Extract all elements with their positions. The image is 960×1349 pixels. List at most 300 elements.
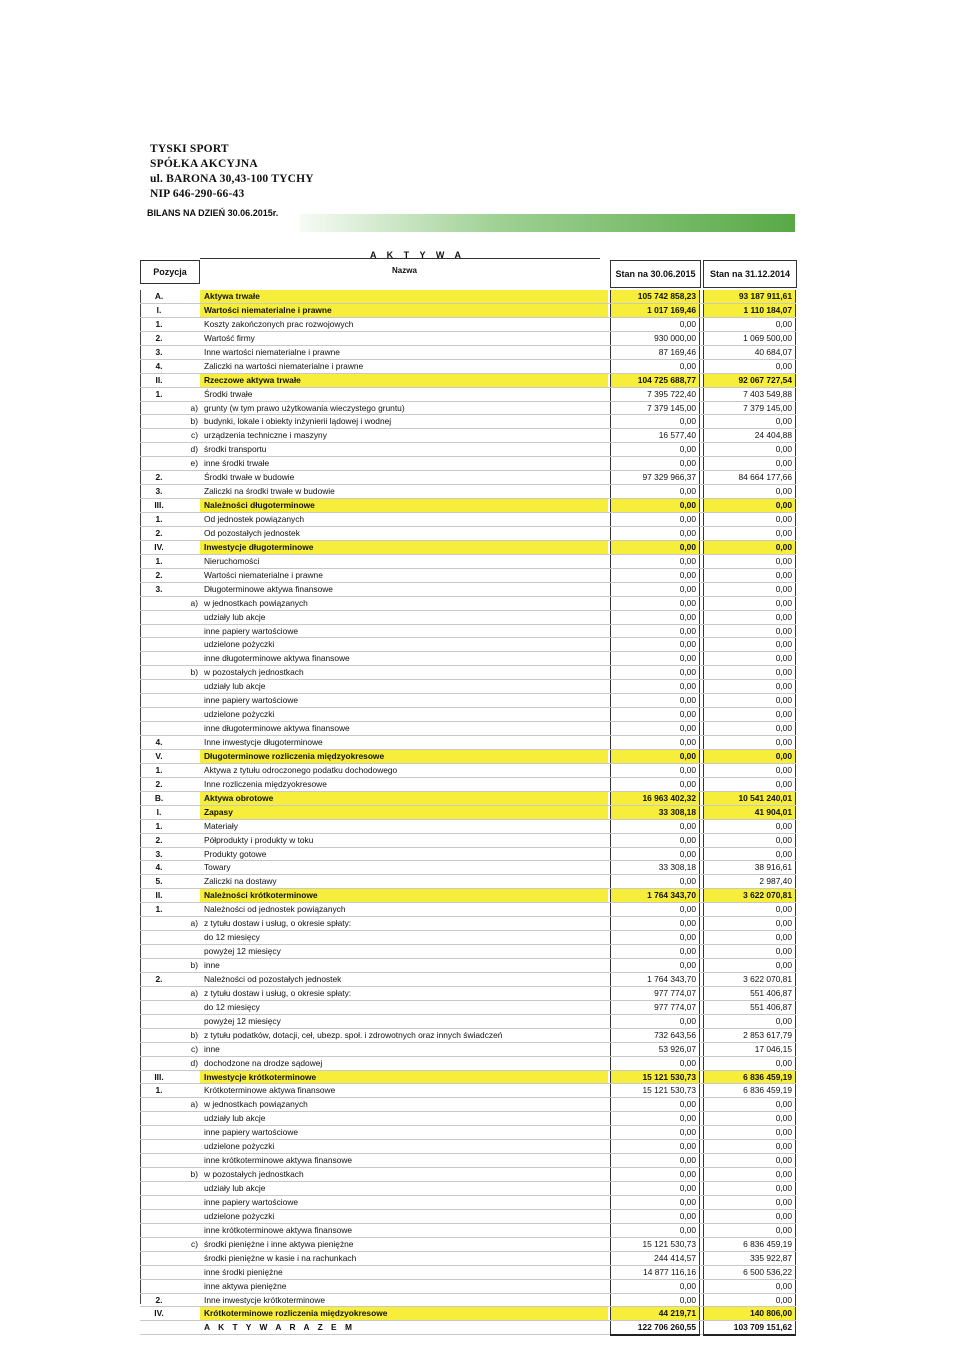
table-row (140, 917, 796, 931)
row-value-2014: 0,00 (703, 652, 796, 665)
table-row (140, 1210, 796, 1224)
row-value-2015: 105 742 858,23 (610, 290, 700, 303)
table-row (140, 861, 796, 875)
row-value-2014: 0,00 (703, 708, 796, 721)
row-name: Długoterminowe rozliczenia międzyokresowe (200, 750, 608, 763)
row-position: 3. (155, 346, 163, 357)
row-position: II. (155, 890, 163, 901)
row-value-2015: 0,00 (610, 541, 700, 554)
row-value-2015: 0,00 (610, 625, 700, 638)
row-subposition: c) (191, 430, 198, 441)
row-position: 2. (155, 778, 163, 789)
row-position: I. (156, 806, 162, 817)
row-value-2014: 0,00 (703, 555, 796, 568)
row-name: Zaliczki na środki trwałe w budowie (204, 486, 335, 497)
row-value-2015: 0,00 (610, 680, 700, 693)
table-row (140, 1266, 796, 1280)
table-row (140, 652, 796, 666)
row-value-2015: 0,00 (610, 1057, 700, 1070)
row-value-2014: 0,00 (703, 625, 796, 638)
row-value-2015: 0,00 (610, 1015, 700, 1028)
row-value-2014: 0,00 (703, 360, 796, 373)
table-row (140, 945, 796, 959)
table-row (140, 1154, 796, 1168)
row-position: 2. (155, 973, 163, 984)
table-row (140, 443, 796, 457)
row-value-2015: 0,00 (610, 555, 700, 568)
row-value-2015: 0,00 (610, 611, 700, 624)
row-position: 1. (155, 388, 163, 399)
row-name: inne aktywa pieniężne (204, 1280, 287, 1291)
row-name: Aktywa z tytułu odroczonego podatku dochodowego (204, 764, 398, 775)
row-value-2014: 0,00 (703, 1098, 796, 1111)
table-row (140, 1112, 796, 1126)
row-value-2015: 0,00 (610, 569, 700, 582)
col1-header: Stan na 30.06.2015 (610, 260, 701, 288)
row-value-2014: 0,00 (703, 750, 796, 763)
row-value-2014: 41 904,01 (703, 806, 796, 819)
row-value-2014: 92 067 727,54 (703, 374, 796, 387)
table-row (140, 931, 796, 945)
row-value-2015: 0,00 (610, 583, 700, 596)
row-position: 2. (155, 569, 163, 580)
row-value-2015: 0,00 (610, 597, 700, 610)
row-value-2014: 17 046,15 (703, 1043, 796, 1056)
row-value-2015: 97 329 966,37 (610, 471, 700, 484)
table-row (140, 1001, 796, 1015)
table-row (140, 1196, 796, 1210)
row-value-2015: 44 219,71 (610, 1307, 700, 1320)
row-value-2014: 0,00 (703, 1154, 796, 1167)
row-name: Środki trwałe w budowie (204, 472, 295, 483)
row-subposition: a) (190, 597, 198, 608)
row-value-2015: 0,00 (610, 513, 700, 526)
row-name: inne (204, 960, 220, 970)
table-row (140, 1238, 796, 1252)
row-value-2015: 244 414,57 (610, 1252, 700, 1265)
row-value-2015: 0,00 (610, 1140, 700, 1153)
row-value-2014: 93 187 911,61 (703, 290, 796, 303)
row-name: Długoterminowe aktywa finansowe (204, 583, 333, 594)
row-subposition: b) (190, 416, 198, 427)
row-value-2015: 0,00 (610, 834, 700, 847)
row-value-2014: 103 709 151,62 (703, 1321, 796, 1336)
row-value-2015: 0,00 (610, 945, 700, 958)
table-row (140, 346, 796, 360)
row-value-2015: 0,00 (610, 848, 700, 861)
row-name: inne papiery wartościowe (204, 1196, 299, 1207)
row-subposition: d) (190, 444, 198, 455)
table-row (140, 973, 796, 987)
row-value-2014: 0,00 (703, 499, 796, 512)
row-name: do 12 miesięcy (204, 932, 260, 943)
row-value-2014: 0,00 (703, 1196, 796, 1209)
table-row (140, 792, 796, 806)
row-name: udziały lub akcje (204, 611, 266, 622)
row-value-2015: 7 395 722,40 (610, 388, 700, 401)
row-position: 1. (155, 820, 163, 831)
row-value-2015: 732 643,56 (610, 1029, 700, 1042)
row-value-2014: 40 684,07 (703, 346, 796, 359)
row-name: Należności krótkoterminowe (200, 889, 608, 902)
row-subposition: a) (190, 402, 198, 413)
row-value-2015: 87 169,46 (610, 346, 700, 359)
table-row (140, 1029, 796, 1043)
row-value-2014: 0,00 (703, 1057, 796, 1070)
row-name: Materiały (204, 820, 238, 831)
row-value-2015: 0,00 (610, 736, 700, 749)
table-row (140, 1280, 796, 1294)
row-position: III. (154, 1071, 164, 1082)
table-row (140, 1098, 796, 1112)
row-name: inne długoterminowe aktywa finansowe (204, 723, 350, 734)
row-value-2014: 0,00 (703, 318, 796, 331)
row-value-2014: 0,00 (703, 597, 796, 610)
row-position: 2. (155, 1294, 163, 1305)
row-value-2014: 1 110 184,07 (703, 304, 796, 317)
table-row (140, 513, 796, 527)
row-value-2014: 0,00 (703, 415, 796, 428)
row-position: A. (154, 291, 164, 301)
table-row (140, 332, 796, 346)
row-position: 1. (155, 514, 163, 524)
row-value-2014: 0,00 (703, 778, 796, 791)
table-row (140, 848, 796, 862)
row-name: inne środki pieniężne (204, 1266, 283, 1277)
row-name: Inwestycje krótkoterminowe (200, 1071, 608, 1084)
row-name: udziały lub akcje (204, 1113, 266, 1124)
row-value-2014: 1 069 500,00 (703, 332, 796, 345)
row-name: Należności od jednostek powiązanych (204, 904, 346, 915)
row-value-2014: 0,00 (703, 1168, 796, 1181)
table-row (140, 1168, 796, 1182)
row-value-2015: 0,00 (610, 360, 700, 373)
row-value-2015: 0,00 (610, 457, 700, 470)
row-value-2015: 0,00 (610, 764, 700, 777)
row-name: inne krótkoterminowe aktywa finansowe (204, 1155, 353, 1166)
row-subposition: a) (190, 1099, 198, 1110)
row-name: środki pieniężne i inne aktywa pieniężne (204, 1238, 354, 1249)
row-value-2015: 122 706 260,55 (610, 1321, 700, 1336)
row-value-2014: 2 853 617,79 (703, 1029, 796, 1042)
row-value-2015: 0,00 (610, 443, 700, 456)
row-name: powyżej 12 miesięcy (204, 946, 281, 957)
row-value-2015: 1 764 343,70 (610, 889, 700, 902)
table-row (140, 736, 796, 750)
row-value-2015: 7 379 145,00 (610, 402, 700, 415)
row-name: środki pieniężne w kasie i na rachunkach (204, 1252, 357, 1263)
row-name: Wartość firmy (204, 332, 255, 343)
table-row (140, 388, 796, 402)
table-row (140, 541, 796, 555)
table-row (140, 402, 796, 416)
row-name: Rzeczowe aktywa trwałe (200, 374, 608, 387)
row-value-2015: 16 963 402,32 (610, 792, 700, 805)
row-value-2014: 335 922,87 (703, 1252, 796, 1265)
row-value-2014: 6 500 536,22 (703, 1266, 796, 1279)
row-name: inne papiery wartościowe (204, 695, 299, 706)
row-value-2014: 140 806,00 (703, 1307, 796, 1320)
table-row (140, 778, 796, 792)
row-name: Zapasy (200, 806, 608, 819)
row-value-2015: 1 764 343,70 (610, 973, 700, 986)
row-value-2015: 53 926,07 (610, 1043, 700, 1056)
row-subposition: b) (190, 1029, 198, 1040)
row-name: udzielone pożyczki (204, 1210, 275, 1221)
col2-header: Stan na 31.12.2014 (703, 260, 797, 288)
table-row (140, 638, 796, 652)
row-value-2014: 0,00 (703, 1182, 796, 1195)
row-value-2015: 1 017 169,46 (610, 304, 700, 317)
row-name: Środki trwałe (204, 388, 253, 399)
company-header (150, 142, 314, 202)
row-value-2015: 15 121 530,73 (610, 1238, 700, 1251)
table-row (140, 290, 796, 304)
row-value-2015: 0,00 (610, 708, 700, 721)
table-row (140, 415, 796, 429)
row-name: udzielone pożyczki (204, 1141, 275, 1152)
row-name: udziały lub akcje (204, 681, 266, 692)
row-value-2015: 0,00 (610, 1224, 700, 1237)
table-header (140, 248, 796, 288)
table-row (140, 1084, 796, 1098)
row-value-2014: 0,00 (703, 1126, 796, 1139)
row-value-2014: 0,00 (703, 485, 796, 498)
row-subposition: b) (190, 960, 198, 970)
table-row (140, 1224, 796, 1238)
table-row (140, 1182, 796, 1196)
row-value-2014: 0,00 (703, 1015, 796, 1028)
row-value-2014: 0,00 (703, 443, 796, 456)
row-value-2014: 0,00 (703, 848, 796, 861)
row-value-2014: 551 406,87 (703, 987, 796, 1000)
table-row (140, 1140, 796, 1154)
row-value-2015: 0,00 (610, 1280, 700, 1293)
row-name: Inwestycje długoterminowe (200, 541, 608, 554)
row-value-2015: 0,00 (610, 1098, 700, 1111)
row-value-2014: 84 664 177,66 (703, 471, 796, 484)
row-value-2015: 977 774,07 (610, 1001, 700, 1014)
row-value-2014: 0,00 (703, 1210, 796, 1223)
row-value-2015: 0,00 (610, 1112, 700, 1125)
table-row (140, 625, 796, 639)
row-value-2015: 0,00 (610, 931, 700, 944)
table-row (140, 875, 796, 889)
row-name: Należności od pozostałych jednostek (204, 973, 342, 984)
row-value-2015: 15 121 530,73 (610, 1071, 700, 1084)
table-row (140, 1057, 796, 1071)
table-row (140, 987, 796, 1001)
row-name: Inne inwestycje długoterminowe (204, 737, 323, 747)
row-name: Wartości niematerialne i prawne (200, 304, 608, 317)
row-value-2014: 0,00 (703, 903, 796, 916)
row-name: Inne rozliczenia międzyokresowe (204, 778, 327, 789)
row-value-2015: 0,00 (610, 1126, 700, 1139)
row-position: 3. (155, 486, 163, 497)
row-value-2015: 14 877 116,16 (610, 1266, 700, 1279)
table-row (140, 834, 796, 848)
row-value-2014: 38 916,61 (703, 861, 796, 874)
table-row (140, 569, 796, 583)
row-name: inne długoterminowe aktywa finansowe (204, 653, 350, 664)
row-position: I. (156, 304, 162, 315)
row-position: 1. (155, 904, 163, 915)
row-name: A K T Y W A R A Z E M (204, 1322, 355, 1333)
row-name: urządzenia techniczne i maszyny (204, 430, 327, 441)
row-position: V. (155, 750, 163, 761)
row-value-2014: 6 836 459,19 (703, 1084, 796, 1097)
row-subposition: a) (190, 987, 198, 998)
table-row (140, 611, 796, 625)
row-value-2014: 7 403 549,88 (703, 388, 796, 401)
row-name: w pozostałych jednostkach (204, 667, 304, 678)
row-name: inne środki trwałe (204, 458, 270, 469)
row-name: inne krótkoterminowe aktywa finansowe (204, 1224, 353, 1235)
row-position: 1. (155, 764, 163, 775)
row-name: Należności długoterminowe (200, 499, 608, 512)
row-name: inne papiery wartościowe (204, 625, 299, 636)
row-position: 2. (155, 472, 163, 483)
table-row (140, 1307, 796, 1321)
row-value-2014: 551 406,87 (703, 1001, 796, 1014)
company-legal-form: SPÓŁKA AKCYJNA (150, 158, 258, 170)
table-row (140, 680, 796, 694)
row-value-2015: 0,00 (610, 903, 700, 916)
pozycja-header: Pozycja (140, 260, 200, 284)
row-position: 5. (155, 876, 163, 887)
row-name: Zaliczki na wartości niematerialne i prawne (204, 360, 364, 371)
row-name: Półprodukty i produkty w toku (204, 834, 314, 845)
row-value-2014: 2 987,40 (703, 875, 796, 888)
row-name: w jednostkach powiązanych (204, 1099, 308, 1110)
table-row (140, 903, 796, 917)
document-title: BILANS NA DZIEŃ 30.06.2015r. (147, 208, 279, 218)
table-row (140, 1321, 796, 1335)
row-name: Krótkoterminowe rozliczenia międzyokresowe (200, 1307, 608, 1320)
row-value-2015: 33 308,18 (610, 861, 700, 874)
table-row (140, 471, 796, 485)
row-value-2014: 0,00 (703, 959, 796, 972)
row-name: Koszty zakończonych prac rozwojowych (204, 318, 354, 329)
row-position: III. (154, 500, 164, 511)
row-value-2015: 0,00 (610, 694, 700, 707)
row-value-2015: 33 308,18 (610, 806, 700, 819)
row-position: 4. (155, 360, 163, 371)
row-position: 1. (155, 555, 163, 566)
row-name: Aktywa obrotowe (200, 792, 608, 805)
table-row (140, 583, 796, 597)
row-value-2015: 0,00 (610, 875, 700, 888)
row-position: 3. (155, 583, 163, 594)
table-row (140, 1126, 796, 1140)
row-value-2015: 0,00 (610, 959, 700, 972)
row-name: z tytułu dostaw i usług, o okresie spłaty: (204, 987, 352, 998)
row-value-2014: 10 541 240,01 (703, 792, 796, 805)
company-nip: NIP 646-290-66-43 (150, 188, 245, 200)
table-row (140, 527, 796, 541)
row-position: B. (154, 792, 164, 803)
row-position: 4. (155, 862, 163, 873)
row-name: Inne wartości niematerialne i prawne (204, 346, 340, 357)
row-value-2014: 0,00 (703, 1112, 796, 1125)
row-position: IV. (154, 541, 164, 552)
row-value-2014: 6 836 459,19 (703, 1071, 796, 1084)
row-value-2014: 0,00 (703, 917, 796, 930)
table-row (140, 806, 796, 820)
row-position: 2. (155, 527, 163, 538)
table-row (140, 555, 796, 569)
row-value-2014: 0,00 (703, 1294, 796, 1307)
row-name: Zaliczki na dostawy (204, 876, 277, 887)
row-name: udzielone pożyczki (204, 639, 275, 650)
row-name: inne papiery wartościowe (204, 1127, 299, 1138)
row-value-2015: 0,00 (610, 820, 700, 833)
row-position: 2. (155, 332, 163, 343)
row-value-2014: 0,00 (703, 680, 796, 693)
balance-table (140, 290, 796, 1335)
row-value-2014: 0,00 (703, 457, 796, 470)
table-row (140, 722, 796, 736)
row-name: w pozostałych jednostkach (204, 1169, 304, 1180)
row-name: Od jednostek powiązanych (204, 514, 305, 524)
row-name: udziały lub akcje (204, 1183, 266, 1193)
row-value-2015: 0,00 (610, 415, 700, 428)
table-row (140, 889, 796, 903)
row-value-2015: 0,00 (610, 666, 700, 679)
table-row (140, 499, 796, 513)
row-value-2015: 0,00 (610, 1154, 700, 1167)
row-value-2014: 0,00 (703, 513, 796, 526)
table-row (140, 1252, 796, 1266)
row-value-2015: 0,00 (610, 1168, 700, 1181)
row-value-2015: 977 774,07 (610, 987, 700, 1000)
table-row (140, 457, 796, 471)
row-value-2015: 0,00 (610, 1182, 700, 1195)
table-row (140, 959, 796, 973)
row-name: udzielone pożyczki (204, 709, 275, 720)
title-highlight-bar (300, 214, 795, 232)
row-value-2014: 0,00 (703, 722, 796, 735)
table-row (140, 360, 796, 374)
table-row (140, 304, 796, 318)
row-position: 2. (155, 834, 163, 845)
row-value-2015: 0,00 (610, 485, 700, 498)
row-name: Od pozostałych jednostek (204, 527, 300, 538)
table-row (140, 708, 796, 722)
nazwa-header: Nazwa (392, 266, 417, 275)
row-name: Inne inwestycje krótkoterminowe (204, 1294, 326, 1305)
table-row (140, 1043, 796, 1057)
row-name: z tytułu dostaw i usług, o okresie spłaty: (204, 918, 352, 929)
row-value-2014: 0,00 (703, 527, 796, 540)
row-value-2015: 0,00 (610, 499, 700, 512)
table-row (140, 666, 796, 680)
table-row (140, 694, 796, 708)
row-value-2014: 0,00 (703, 611, 796, 624)
row-value-2015: 0,00 (610, 1294, 700, 1307)
row-name: budynki, lokale i obiekty inżynierii lądowej i wodnej (204, 416, 392, 427)
table-row (140, 597, 796, 611)
row-value-2015: 0,00 (610, 638, 700, 651)
row-value-2014: 0,00 (703, 820, 796, 833)
table-row (140, 1294, 796, 1308)
row-subposition: b) (190, 667, 198, 678)
row-value-2014: 0,00 (703, 1224, 796, 1237)
row-value-2015: 16 577,40 (610, 429, 700, 442)
row-value-2014: 0,00 (703, 666, 796, 679)
row-subposition: c) (191, 1043, 198, 1054)
table-row (140, 1015, 796, 1029)
